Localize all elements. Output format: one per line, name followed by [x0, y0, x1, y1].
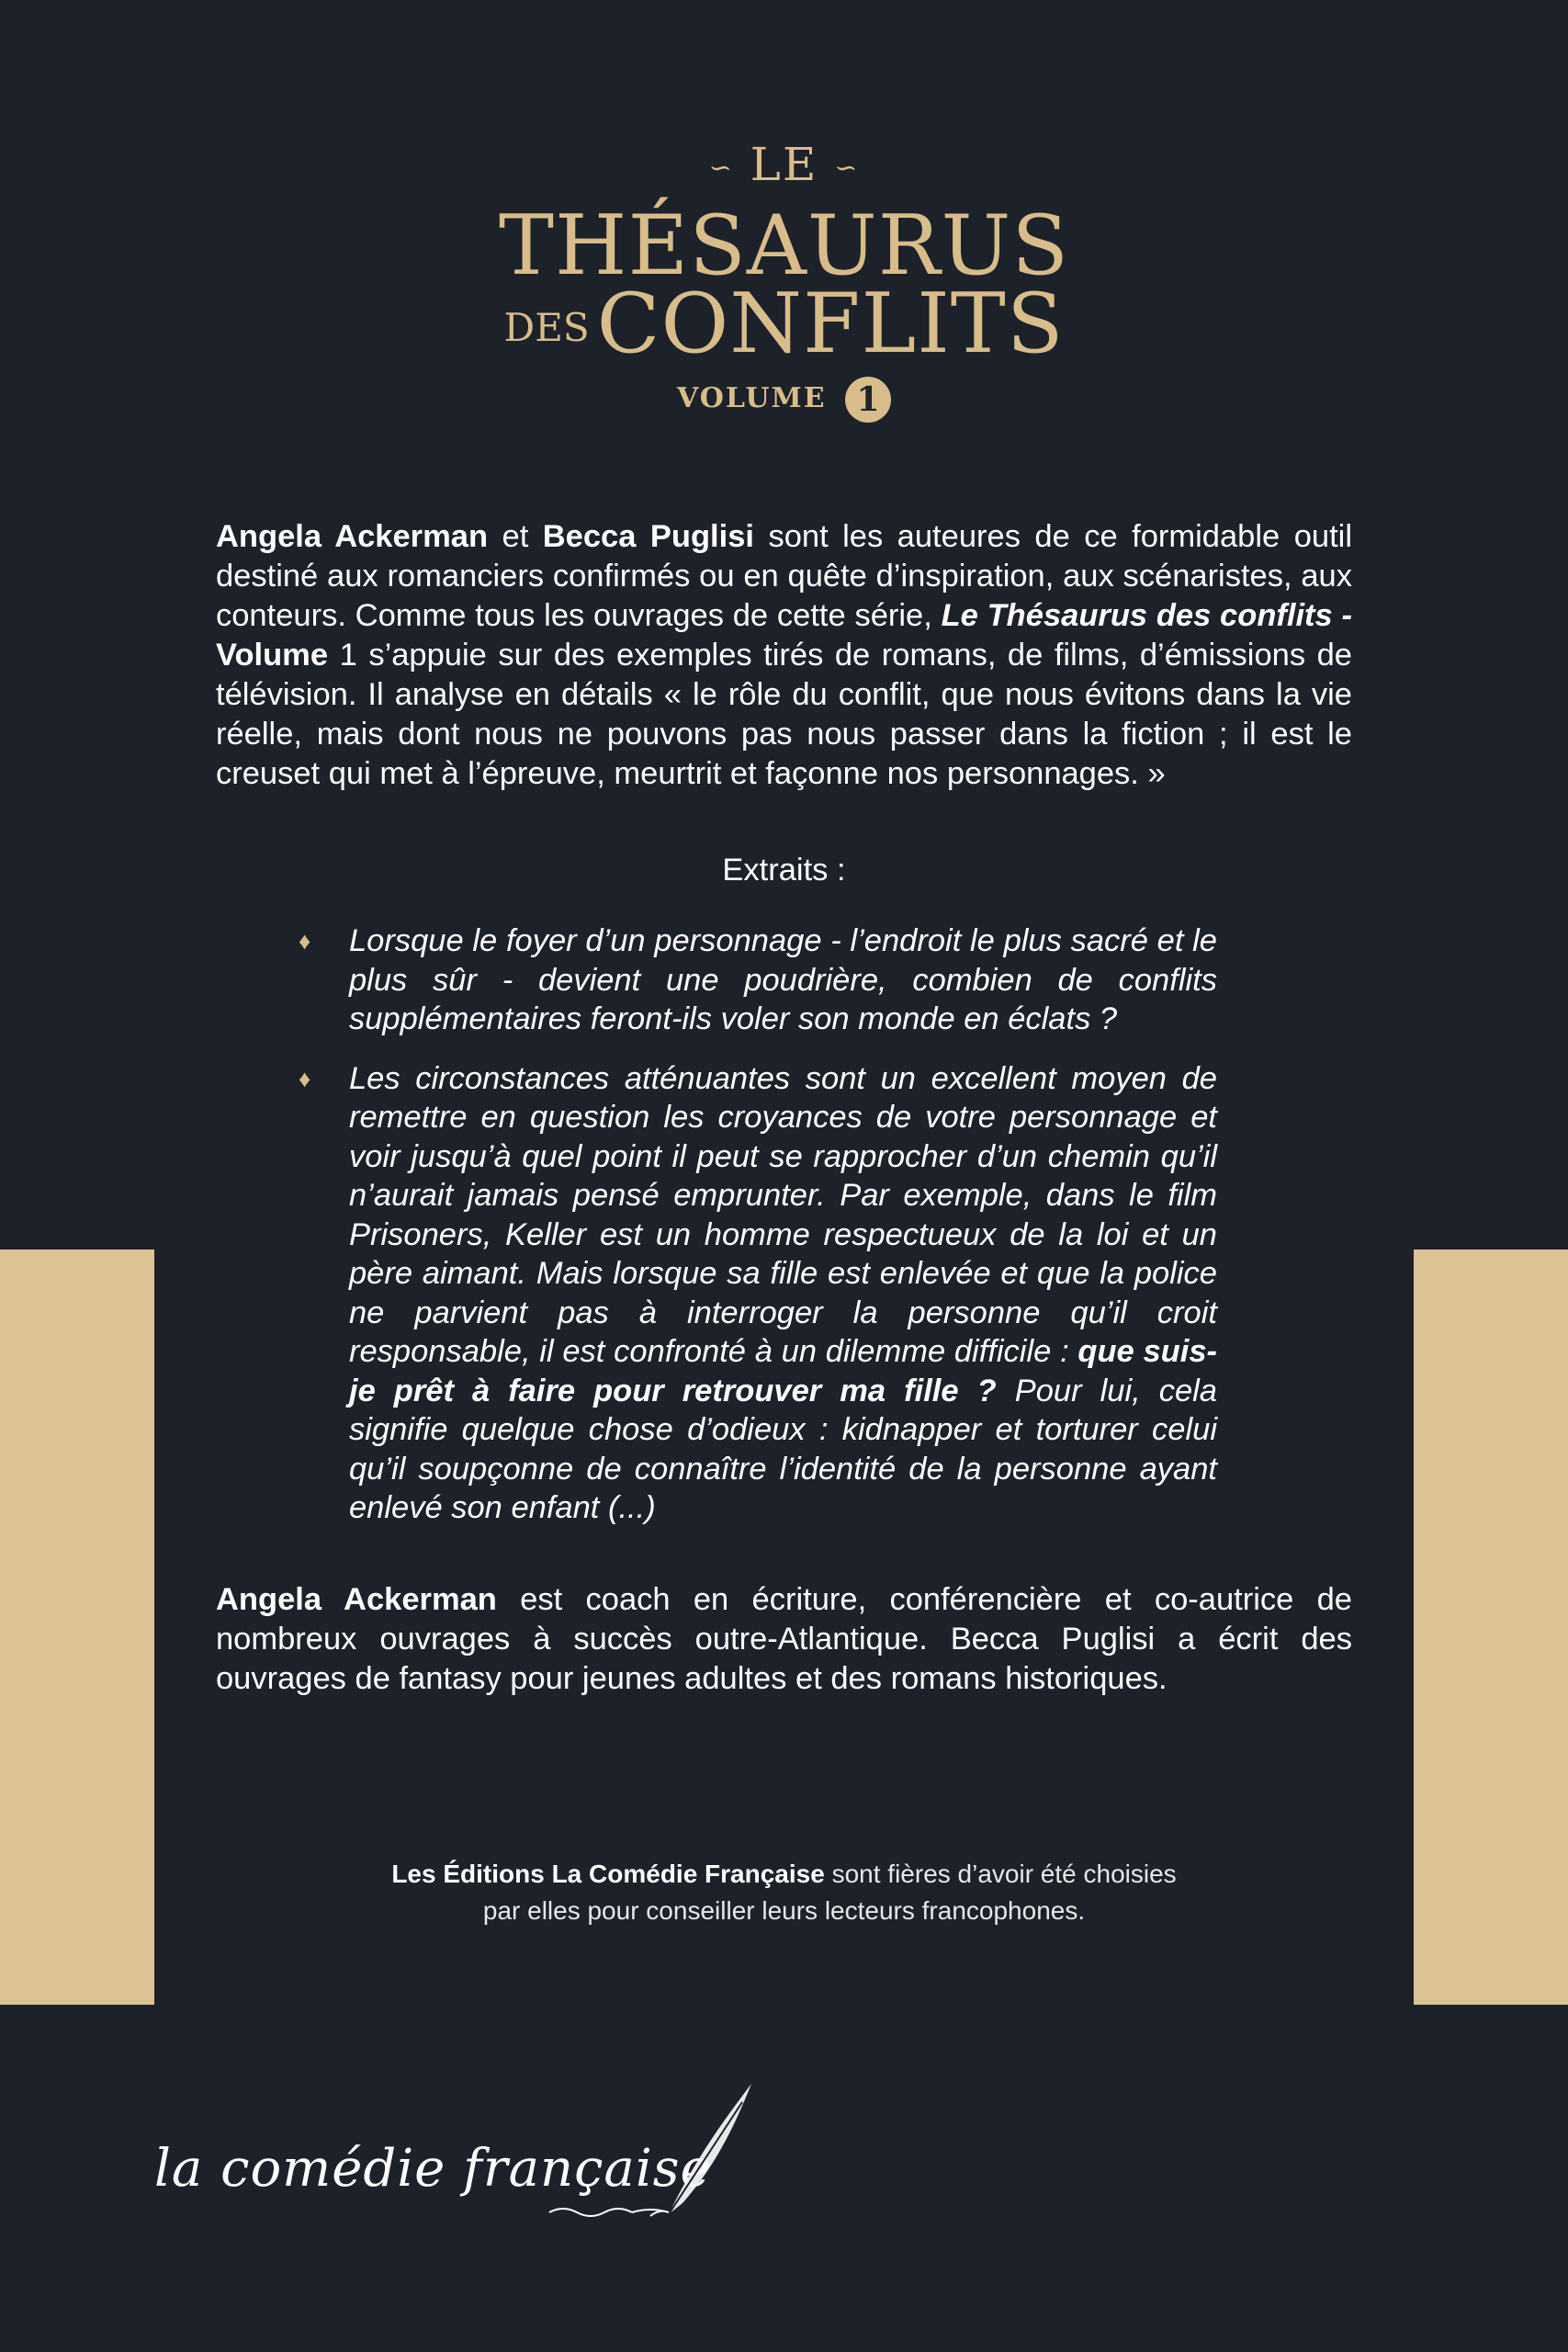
intro-paragraph [216, 517, 1352, 794]
title-conflits: CONFLITS [596, 276, 1065, 372]
excerpt-item-1 [299, 922, 1217, 1039]
publisher-note [0, 1856, 1568, 1929]
intro-et: et [488, 519, 543, 554]
excerpt-bold-question: que suis-je prêt à faire pour retrouver ma fille ? [349, 1334, 1217, 1408]
publisher-line-1-rest: sont fières d’avoir été choisies [824, 1860, 1177, 1888]
publisher-line-2: par elles pour conseiller leurs lecteurs francophones. [482, 1896, 1086, 1925]
extraits-heading: Extraits : [722, 853, 846, 888]
ornament-right-icon: ∽ [834, 152, 860, 185]
logo-text: la comédie française [154, 2139, 712, 2199]
title-le [0, 138, 1568, 191]
title-conflits-line [0, 276, 1568, 372]
volume-label: VOLUME [676, 382, 827, 414]
title-le-text: LE [750, 138, 818, 191]
intro-text-2: 1 s’appuie sur des exemples tirés de romans, de films, d’émissions de télévision. Il analyse en détails « le rôle du conflit, que nous évitons dans la vie réelle, mais dont nous ne pouvons pas nous passer dans la fiction ; il est le creuset qui met à l’épreuve, meurtrit et façonne nos personnages. » [216, 638, 1352, 791]
excerpt-text-2a: Les circonstances atténuantes sont un excellent moyen de remettre en question les croyances de votre personnage et voir jusqu’à quel point il peut se rapprocher d’un chemin qu’il n’aurait jamais pensé emprunter. Par exemple, dans le film Prisoners, Keller est un homme respectueux de la loi et un père aimant. Mais lorsque sa fille est enlevée et que la police ne parvient pas à interroger la personne qu’il croit responsable, il est confronté à un dilemme difficile : [349, 1060, 1217, 1369]
quill-icon [154, 2084, 761, 2249]
volume-bold: Volume [216, 638, 329, 673]
volume-line [0, 377, 1568, 423]
publisher-name: Les Éditions La Comédie Française [391, 1860, 825, 1888]
book-title: Le Thésaurus des conflits - [941, 598, 1352, 633]
title-thesaurus: THÉSAURUS [499, 198, 1069, 294]
excerpt-item-2 [299, 1059, 1217, 1528]
author-name-2: Becca Puglisi [542, 519, 754, 554]
excerpt-text-2b: Pour lui, cela signifie quelque chose d’odieux : kidnapper et torturer celui qu’il soupçonne de connaître l’identité de la personne ayant enlevé son enfant (...) [349, 1373, 1217, 1525]
excerpt-list [299, 922, 1217, 1548]
author-name-1: Angela Ackerman [216, 519, 489, 554]
excerpt-text-1: Lorsque le foyer d’un personnage - l’endroit le plus sacré et le plus sûr - devient une poudrière, combien de conflits supplémentaires feront-ils voler son monde en éclats ? [349, 923, 1217, 1036]
title-des: DES [503, 305, 590, 350]
intro-text-1: sont les auteures de ce formidable outil destiné aux romanciers confirmés ou en quête d’inspiration, aux scénaristes, aux conteurs. Comme tous les ouvrages de cette série, [216, 519, 1352, 633]
diamond-bullet-icon: ♦ [299, 927, 311, 955]
about-text: est coach en écriture, conférencière et co-autrice de nombreux ouvrages à succès outre-Atlantique. Becca Puglisi a écrit des ouvrages de fantasy pour jeunes adultes et des romans historiques. [216, 1582, 1352, 1696]
diamond-bullet-icon: ♦ [299, 1064, 311, 1092]
publisher-line-1 [0, 1856, 1568, 1893]
publisher-logo [154, 2084, 761, 2249]
about-author-name: Angela Ackerman [216, 1582, 497, 1617]
ornament-left-icon: ∽ [708, 152, 734, 185]
about-paragraph [216, 1580, 1352, 1699]
volume-number-badge: 1 [845, 377, 891, 423]
